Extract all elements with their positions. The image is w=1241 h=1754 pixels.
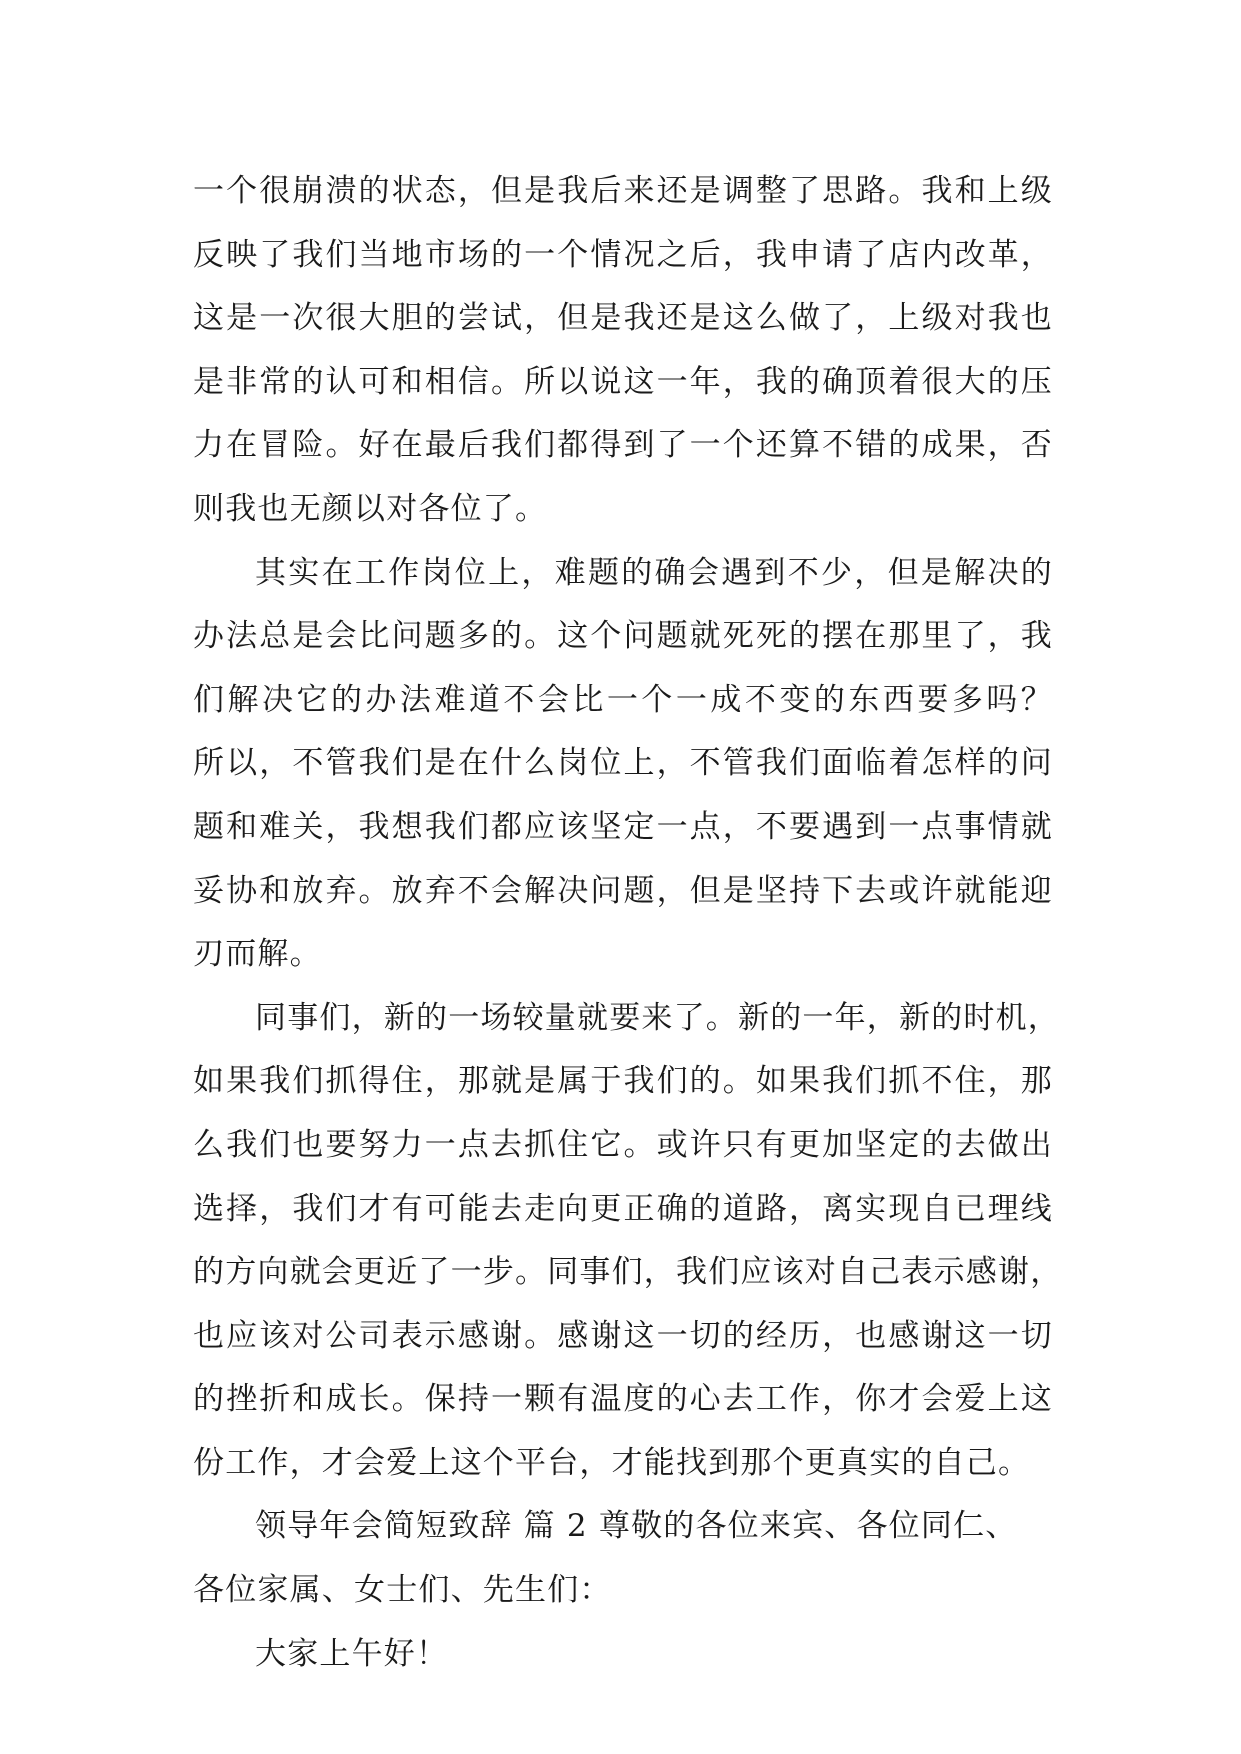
text-line: 反映了我们当地市场的一个情况之后，我申请了店内改革， bbox=[193, 236, 1053, 273]
paragraph bbox=[193, 160, 1053, 542]
text-line: 们解决它的办法难道不会比一个一成不变的东西要多吗？ bbox=[193, 681, 1053, 718]
text-line: 这是一次很大胆的尝试，但是我还是这么做了，上级对我也 bbox=[193, 300, 1053, 337]
paragraph bbox=[193, 1623, 1053, 1687]
text-line: 领导年会简短致辞 篇 2 尊敬的各位来宾、各位同仁、 bbox=[255, 1508, 1018, 1545]
text-line: 是非常的认可和相信。所以说这一年，我的确顶着很大的压 bbox=[193, 363, 1053, 400]
text-line: 同事们，新的一场较量就要来了。新的一年，新的时机， bbox=[255, 999, 1060, 1036]
text-line: 如果我们抓得住，那就是属于我们的。如果我们抓不住，那 bbox=[193, 1063, 1053, 1100]
text-line: 题和难关，我想我们都应该坚定一点，不要遇到一点事情就 bbox=[193, 808, 1053, 845]
text-line: 选择，我们才有可能去走向更正确的道路，离实现自已理线 bbox=[193, 1190, 1053, 1227]
paragraph bbox=[193, 542, 1053, 987]
text-line: 各位家属、女士们、先生们： bbox=[193, 1572, 612, 1609]
text-line: 的挫折和成长。保持一颗有温度的心去工作，你才会爱上这 bbox=[193, 1381, 1053, 1418]
text-line: 妥协和放弃。放弃不会解决问题，但是坚持下去或许就能迎 bbox=[193, 872, 1053, 909]
text-line: 刃而解。 bbox=[193, 936, 322, 973]
text-line: 么我们也要努力一点去抓住它。或许只有更加坚定的去做出 bbox=[193, 1126, 1053, 1163]
document-body bbox=[193, 160, 1063, 1686]
text-line: 所以，不管我们是在什么岗位上，不管我们面临着怎样的问 bbox=[193, 745, 1053, 782]
text-line: 份工作，才会爱上这个平台，才能找到那个更真实的自己。 bbox=[193, 1444, 1031, 1481]
text-line: 大家上午好！ bbox=[255, 1635, 449, 1672]
text-line: 一个很崩溃的状态，但是我后来还是调整了思路。我和上级 bbox=[193, 173, 1053, 209]
text-line: 也应该对公司表示感谢。感谢这一切的经历，也感谢这一切 bbox=[193, 1317, 1053, 1354]
text-line: 则我也无颜以对各位了。 bbox=[193, 490, 548, 527]
text-line: 力在冒险。好在最后我们都得到了一个还算不错的成果，否 bbox=[193, 427, 1053, 464]
text-line: 办法总是会比问题多的。这个问题就死死的摆在那里了，我 bbox=[193, 618, 1053, 655]
paragraph bbox=[193, 1495, 1053, 1622]
paragraph bbox=[193, 987, 1063, 1496]
text-line: 的方向就会更近了一步。同事们，我们应该对自己表示感谢， bbox=[193, 1254, 1063, 1291]
text-line: 其实在工作岗位上，难题的确会遇到不少，但是解决的 bbox=[255, 554, 1053, 591]
